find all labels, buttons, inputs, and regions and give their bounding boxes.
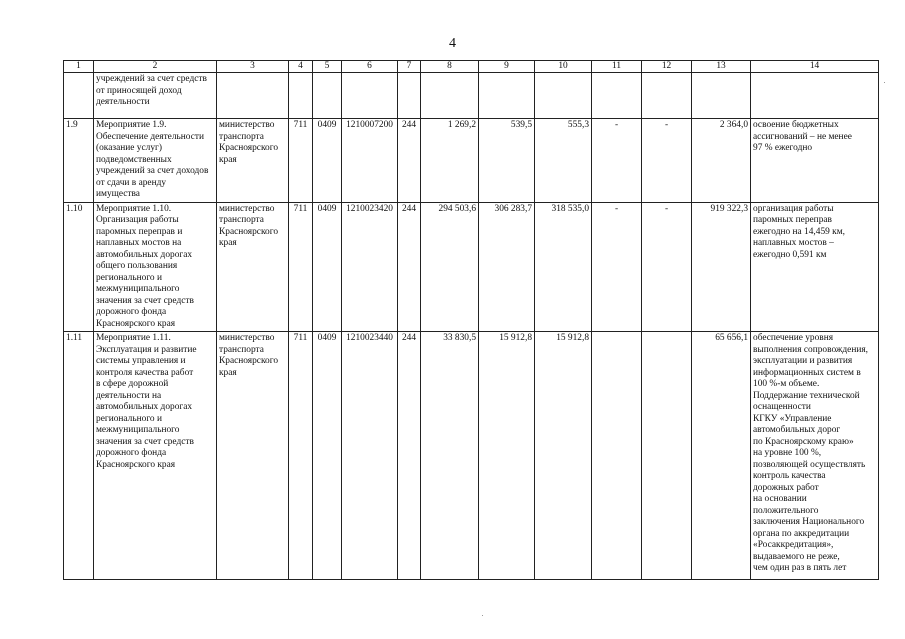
row-number: 1.11 [64,332,94,580]
table-row [64,73,879,119]
amount-year-3: 555,3 [535,119,592,203]
amount-year-2 [479,73,535,119]
scan-speck [482,615,483,616]
code-grbs: 711 [289,202,313,332]
code-rzpr [313,73,342,119]
row-number [64,73,94,119]
table-row [64,332,879,580]
activity-name: Мероприятие 1.9. Обеспечение деятельности (оказание услуг) подведомственных учреждений за счет доходов от сдачи в аренду имущества [94,119,217,203]
amount-total: 65 656,1 [692,332,751,580]
column-header: 6 [342,61,398,73]
code-csr: 1210023440 [342,332,398,580]
column-header: 3 [217,61,289,73]
amount-year-4: - [592,119,642,203]
amount-year-4: - [592,202,642,332]
column-header: 1 [64,61,94,73]
column-header: 2 [94,61,217,73]
column-header: 13 [692,61,751,73]
executor: министерство транспорта Красноярского края [217,202,289,332]
amount-total: 919 322,3 [692,202,751,332]
row-number: 1.10 [64,202,94,332]
code-rzpr: 0409 [313,202,342,332]
amount-year-4 [592,332,642,580]
code-vr: 244 [398,332,421,580]
expected-result: освоение бюджетных ассигнований – не менее 97 % ежегодно [751,119,879,203]
table-row [64,119,879,203]
code-rzpr: 0409 [313,119,342,203]
budget-table [63,60,879,580]
row-number: 1.9 [64,119,94,203]
activity-name: Мероприятие 1.10. Организация работы паромных переправ и наплавных мостов на автомобильных дорогах общего пользования регионального и межмуниципального значения за счет средств дорожного фонда Красноярского края [94,202,217,332]
amount-year-3: 318 535,0 [535,202,592,332]
amount-year-3: 15 912,8 [535,332,592,580]
column-header: 12 [642,61,692,73]
amount-total [692,73,751,119]
amount-year-2: 539,5 [479,119,535,203]
column-header: 11 [592,61,642,73]
expected-result [751,73,879,119]
column-header: 8 [421,61,479,73]
code-grbs [289,73,313,119]
amount-year-5 [642,73,692,119]
amount-year-2: 306 283,7 [479,202,535,332]
code-csr [342,73,398,119]
table-row [64,202,879,332]
executor: министерство транспорта Красноярского края [217,332,289,580]
amount-total: 2 364,0 [692,119,751,203]
column-header: 7 [398,61,421,73]
amount-year-1: 294 503,6 [421,202,479,332]
amount-year-1: 1 269,2 [421,119,479,203]
code-vr [398,73,421,119]
executor: министерство транспорта Красноярского края [217,119,289,203]
amount-year-4 [592,73,642,119]
amount-year-5 [642,332,692,580]
column-header: 10 [535,61,592,73]
executor [217,73,289,119]
code-grbs: 711 [289,332,313,580]
code-csr: 1210007200 [342,119,398,203]
amount-year-5: - [642,202,692,332]
expected-result: организация работы паромных переправ ежегодно на 14,459 км, наплавных мостов – ежегодно 0,591 км [751,202,879,332]
column-number-row [64,61,879,73]
column-header: 14 [751,61,879,73]
amount-year-2: 15 912,8 [479,332,535,580]
column-header: 4 [289,61,313,73]
code-vr: 244 [398,119,421,203]
activity-name: Мероприятие 1.11. Эксплуатация и развитие системы управления и контроля качества работ в сфере дорожной деятельности на автомобильных дорогах регионального и межмуниципального значения за счет средств дорожного фонда Красноярского края [94,332,217,580]
column-header: 9 [479,61,535,73]
code-grbs: 711 [289,119,313,203]
code-vr: 244 [398,202,421,332]
page-number: 4 [449,36,456,51]
amount-year-1: 33 830,5 [421,332,479,580]
code-csr: 1210023420 [342,202,398,332]
activity-name: учреждений за счет средств от приносящей доход деятельности [94,73,217,119]
scan-speck [884,82,885,83]
expected-result: обеспечение уровня выполнения сопровождения, эксплуатации и развития информационных систем в 100 %-м объеме. Поддержание технической оснащенности КГКУ «Управление автомобильных дорог по Красноярскому краю» на уровне 100 %, позволяющей осуществлять контроль качества дорожных работ на основании положительного заключения Национального органа по аккредитации «Росаккредитация», выдаваемого не реже, чем один раз в пять лет [751,332,879,580]
code-rzpr: 0409 [313,332,342,580]
amount-year-5: - [642,119,692,203]
amount-year-1 [421,73,479,119]
column-header: 5 [313,61,342,73]
amount-year-3 [535,73,592,119]
